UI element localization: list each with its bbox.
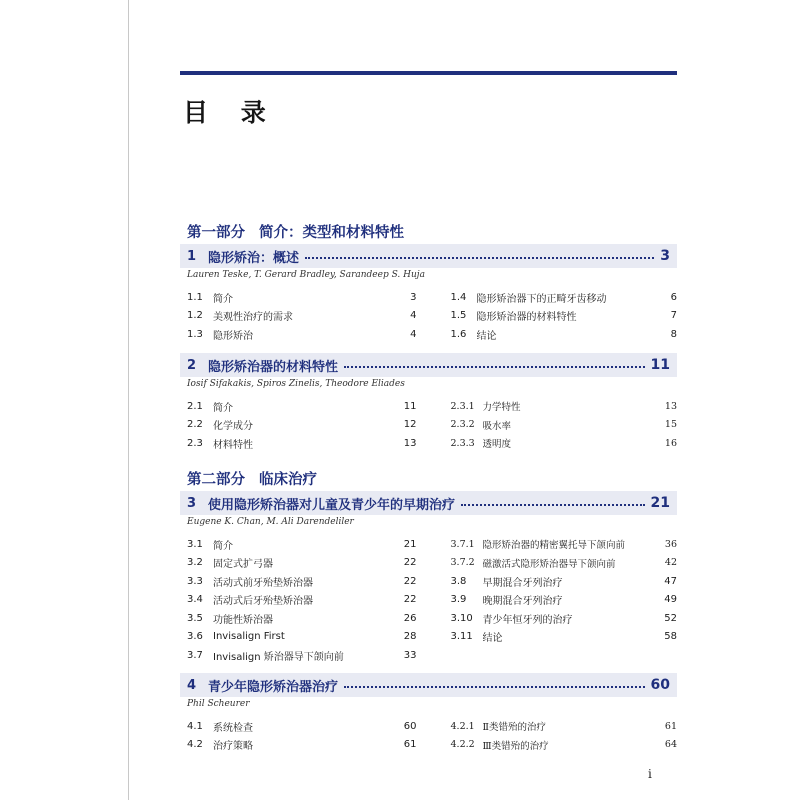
toc-right-column: [429, 535, 678, 665]
part-title: 临床治疗: [259, 472, 317, 488]
entry-number: 2.1: [187, 400, 203, 412]
entry-title: 结论: [482, 633, 503, 645]
entry-number: 3.7: [187, 649, 203, 661]
entry-page: 21: [403, 538, 417, 550]
toc-entry[interactable]: [451, 628, 678, 647]
chapter-2: [180, 353, 677, 453]
entry-title: 简介: [213, 293, 233, 305]
part-number: 第二部分: [187, 472, 245, 488]
toc-entry[interactable]: [187, 591, 417, 610]
entry-page: 22: [403, 557, 417, 569]
entry-title: 隐形矫治器下的正畸牙齿移动: [476, 293, 607, 305]
entry-title: 治疗策略: [213, 741, 253, 753]
toc-entry[interactable]: [451, 609, 678, 628]
toc-entry[interactable]: [451, 397, 678, 416]
part-1-heading: [187, 221, 404, 242]
entry-title: 功能性矫治器: [213, 614, 273, 626]
toc-entry[interactable]: [451, 434, 678, 453]
toc-right-column: [429, 397, 678, 453]
entry-title: 简介: [213, 540, 233, 552]
toc-entry[interactable]: [187, 736, 417, 755]
entry-title: Invisalign First: [213, 631, 285, 643]
toc-entry[interactable]: [451, 591, 678, 610]
entry-title: 青少年恒牙列的治疗: [482, 614, 573, 626]
entry-page: 8: [670, 328, 677, 340]
chapter-number: 4: [187, 677, 197, 693]
toc-entry[interactable]: [451, 325, 678, 344]
chapter-header[interactable]: [180, 244, 677, 268]
chapter-page: 11: [650, 357, 670, 373]
chapter-number: 1: [187, 248, 197, 264]
entry-number: 3.5: [187, 612, 203, 624]
entry-number: 3.4: [187, 594, 203, 606]
entry-page: 52: [664, 612, 677, 624]
toc-entry[interactable]: [187, 434, 417, 453]
chapter-title: 隐形矫治：概述: [208, 250, 300, 266]
toc-left-column: [180, 535, 429, 665]
entry-number: 1.4: [450, 291, 467, 303]
entry-page: 13: [403, 437, 417, 449]
leader-dots: [344, 686, 644, 688]
toc-left-column: [180, 717, 429, 754]
entry-number: 1.3: [187, 328, 203, 340]
entry-number: 3.7.1: [450, 538, 475, 550]
page-edge-line: [128, 0, 129, 800]
entry-title: 隐形矫治器的材料特性: [476, 312, 577, 324]
toc-left-column: [180, 397, 429, 453]
entry-number: 3.9: [450, 594, 467, 606]
entry-page: 28: [403, 631, 417, 643]
chapter-4: [180, 673, 677, 754]
entry-page: 49: [664, 594, 677, 606]
entry-number: 4.1: [187, 720, 203, 732]
toc-left-column: [180, 288, 429, 344]
entry-number: 4.2: [187, 739, 203, 751]
toc-entry[interactable]: [187, 554, 417, 573]
entry-title: 隐形矫治: [213, 330, 253, 342]
entry-title: 美观性治疗的需求: [213, 312, 293, 324]
leader-dots: [461, 504, 644, 506]
entry-number: 3.1: [187, 538, 203, 550]
toc-entry[interactable]: [451, 288, 678, 307]
toc-right-column: [429, 288, 678, 344]
entry-number: 3.7.2: [450, 557, 475, 569]
toc-entry[interactable]: [451, 717, 678, 736]
chapter-number: 3: [187, 495, 197, 511]
entry-title: 固定式扩弓器: [213, 559, 273, 571]
chapter-title: 青少年隐形矫治器治疗: [208, 679, 339, 695]
entry-title: Ⅱ类错殆的治疗: [482, 722, 546, 734]
entry-page: 4: [410, 328, 417, 340]
entry-number: 4.2.2: [450, 739, 475, 751]
chapter-header[interactable]: [180, 353, 677, 377]
toc-entry[interactable]: [187, 646, 417, 665]
leader-dots: [305, 257, 654, 259]
toc-entry[interactable]: [187, 609, 417, 628]
entry-page: 3: [410, 291, 417, 303]
leader-dots: [344, 366, 644, 368]
chapter-authors: Eugene K. Chan, M. Ali Darendeliler: [187, 517, 354, 527]
page-title: 目 录: [183, 98, 278, 127]
entry-page: 4: [410, 310, 417, 322]
chapter-header[interactable]: [180, 491, 677, 515]
entry-number: 3.3: [187, 575, 203, 587]
entry-page: 61: [664, 720, 677, 732]
entry-title: 隐形矫治器的精密翼托导下颌向前: [482, 540, 626, 552]
toc-entry[interactable]: [187, 397, 417, 416]
entry-page: 33: [403, 649, 417, 661]
toc-entry[interactable]: [187, 288, 417, 307]
toc-right-column: [429, 717, 678, 754]
entry-title: 结论: [476, 330, 497, 342]
chapter-authors: Phil Scheurer: [187, 699, 250, 709]
entry-page: 6: [670, 291, 677, 303]
toc-entry[interactable]: [187, 325, 417, 344]
title-rule: [180, 71, 677, 75]
entry-title: 力学特性: [482, 402, 521, 414]
entry-number: 1.5: [450, 310, 467, 322]
entry-page: 15: [664, 419, 677, 431]
entry-page: 13: [664, 400, 677, 412]
entry-page: 60: [403, 720, 417, 732]
entry-page: 64: [664, 739, 677, 751]
toc-entry[interactable]: [187, 717, 417, 736]
toc-entry[interactable]: [187, 572, 417, 591]
entry-title: 透明度: [482, 439, 512, 451]
toc-entry[interactable]: [451, 736, 678, 755]
entry-number: 2.2: [187, 419, 203, 431]
chapter-page: 21: [650, 495, 670, 511]
entry-page: 11: [403, 400, 417, 412]
toc-entry[interactable]: [187, 307, 417, 326]
toc-entry[interactable]: [451, 554, 678, 573]
entry-page: 58: [664, 631, 677, 643]
entry-number: 2.3.2: [450, 419, 475, 431]
toc-entry[interactable]: [187, 535, 417, 554]
entry-number: 1.1: [187, 291, 203, 303]
toc-entry[interactable]: [187, 416, 417, 435]
entry-title: Ⅲ类错殆的治疗: [482, 740, 549, 752]
chapter-number: 2: [187, 357, 197, 373]
entry-number: 3.10: [450, 612, 473, 624]
entry-page: 7: [670, 310, 677, 322]
toc-entry[interactable]: [451, 307, 678, 326]
entry-page: 26: [403, 612, 417, 624]
entry-page: 16: [664, 437, 677, 449]
entry-title: 系统检查: [213, 722, 253, 734]
entry-title: 晚期混合牙列治疗: [482, 596, 563, 608]
entry-number: 4.2.1: [450, 720, 475, 732]
entry-number: 3.8: [450, 575, 467, 587]
chapter-1: [180, 244, 677, 344]
chapter-title: 使用隐形矫治器对儿童及青少年的早期治疗: [208, 497, 456, 513]
chapter-page: 3: [660, 248, 670, 264]
entry-page: 22: [403, 594, 417, 606]
entry-page: 61: [403, 739, 417, 751]
entry-number: 3.11: [450, 631, 473, 643]
entry-page: 47: [664, 575, 677, 587]
toc-entry[interactable]: [451, 572, 678, 591]
part-number: 第一部分: [187, 225, 245, 241]
part-title: 简介：类型和材料特性: [259, 225, 404, 241]
entry-title: Invisalign 矫治器导下颌向前: [213, 651, 344, 663]
entry-number: 2.3: [187, 437, 203, 449]
entry-title: 活动式前牙殆垫矫治器: [213, 577, 313, 589]
entry-title: 活动式后牙殆垫矫治器: [213, 596, 313, 608]
entry-title: 吸水率: [482, 420, 512, 432]
entry-page: 42: [664, 557, 677, 569]
entry-title: 早期混合牙列治疗: [482, 577, 563, 589]
entry-title: 化学成分: [213, 421, 253, 433]
entry-title: 磁激活式隐形矫治器导下颌向前: [482, 558, 616, 570]
part-2-heading: [187, 468, 317, 489]
chapter-authors: Iosif Sifakakis, Spiros Zinelis, Theodore Eliades: [187, 379, 405, 389]
chapter-title: 隐形矫治器的材料特性: [208, 359, 339, 375]
chapter-3: [180, 491, 677, 665]
chapter-authors: Lauren Teske, T. Gerard Bradley, Sarandeep S. Huja: [187, 270, 425, 280]
toc-entry[interactable]: [451, 535, 678, 554]
chapter-page: 60: [650, 677, 670, 693]
entry-number: 3.2: [187, 557, 203, 569]
entry-number: 1.6: [450, 328, 467, 340]
toc-entry[interactable]: [187, 628, 417, 647]
entry-page: 36: [664, 538, 677, 550]
entry-page: 12: [403, 419, 417, 431]
entry-number: 1.2: [187, 310, 203, 322]
entry-title: 简介: [213, 402, 233, 414]
entry-page: 22: [403, 575, 417, 587]
entry-title: 材料特性: [213, 439, 253, 451]
chapter-header[interactable]: [180, 673, 677, 697]
entry-number: 2.3.1: [450, 400, 475, 412]
entry-number: 2.3.3: [450, 437, 475, 449]
toc-entry[interactable]: [451, 416, 678, 435]
entry-number: 3.6: [187, 631, 203, 643]
page-number: i: [648, 767, 652, 781]
